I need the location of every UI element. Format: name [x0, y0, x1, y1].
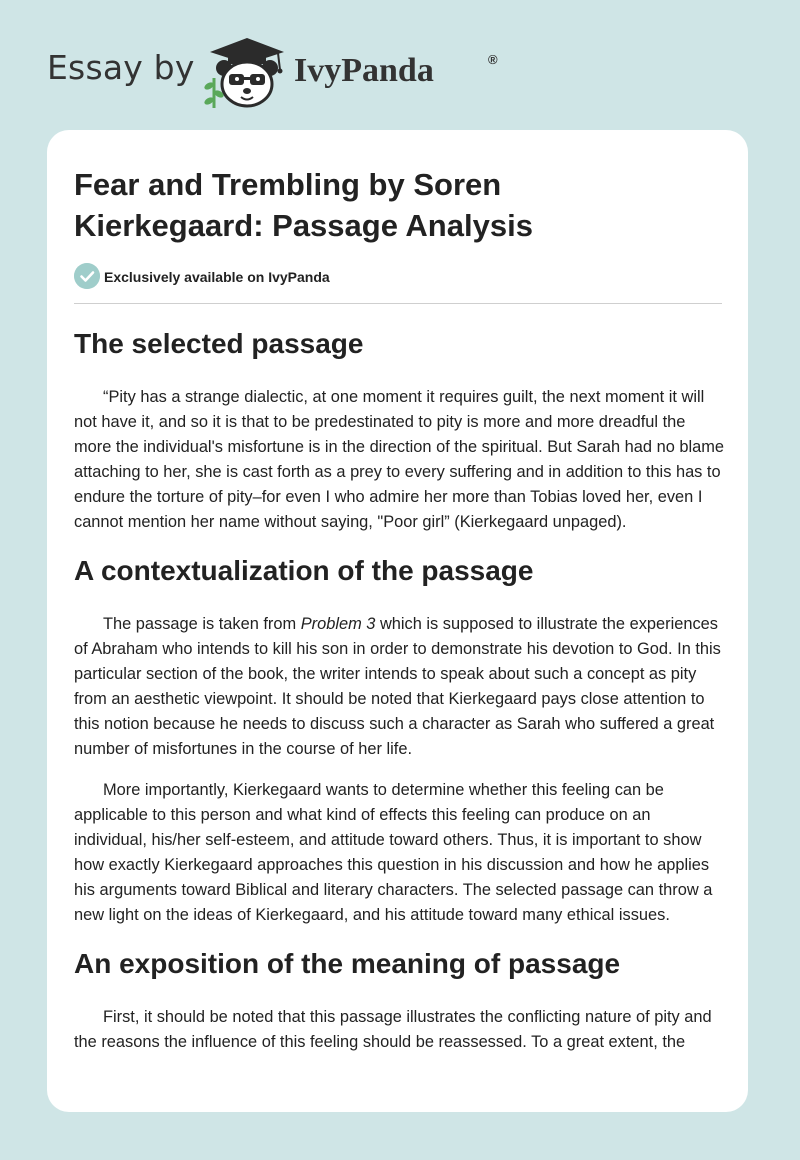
paragraph-quote: “Pity has a strange dialectic, at one moment it requires guilt, the next moment it will not have it, and so it is that to be predestinated to pity is more and more dreadful the more the individual's misfortune is in the direction of the spiritual. But Sarah had no blame attaching to her, she is cast forth as a prey to every suffering and in addition to this has to endure the torture of pity–for even I who admire her more than Tobias loved her, even I cannot mention her name without saying, "Poor girl” (Kierkegaard unpaged). [74, 388, 724, 531]
section-heading-exposition: An exposition of the meaning of passage [74, 948, 621, 979]
brand-header[interactable] [47, 30, 507, 110]
exclusive-badge [74, 263, 474, 291]
paragraph-context-1-italic: Problem 3 [300, 615, 376, 633]
registered-mark: ® [488, 52, 498, 67]
panda-logo-icon [202, 34, 292, 110]
paragraph-exposition-1: First, it should be noted that this passage illustrates the conflicting nature of pity and the reasons the influence of this feeling should be reassessed. To a great extent, the [74, 1008, 712, 1051]
article-card [47, 130, 748, 1112]
brand-prefix: Essay by [47, 48, 195, 87]
paragraph-context-1-text-b: which is supposed to illustrate the experiences of Abraham who intends to kill his son in order to demonstrate his devotion to God. In this particular section of the book, the writer intends to speak about such a concept as pity from an aesthetic viewpoint. It should be noted that Kierkegaard pays close attention to this notion because he needs to discuss such a character as Sarah who suffered a great number of misfortunes in the course of her life. [74, 615, 721, 758]
section-heading-contextualization: A contextualization of the passage [74, 555, 534, 586]
paragraph-context-1-text-a: The passage is taken from [103, 615, 301, 633]
article-title: Fear and Trembling by Soren Kierkegaard: Passage Analysis [74, 167, 533, 243]
checkmark-icon [74, 263, 100, 289]
paragraph-context-2: More importantly, Kierkegaard wants to determine whether this feeling can be applicable to this person and what kind of effects this feeling can produce on an individual, his/her self-esteem, and attitude toward others. Thus, it is important to show how exactly Kierkegaard approaches this question in his discussion and how he applies his arguments toward Biblical and literary characters. The selected passage can throw a new light on the ideas of Kierkegaard, and his attitude toward many ethical issues. [74, 781, 713, 924]
brand-name: IvyPanda [294, 52, 434, 89]
exclusive-label: Exclusively available on IvyPanda [104, 269, 330, 285]
section-heading-selected-passage: The selected passage [74, 328, 364, 359]
paragraph-context-1 [74, 612, 724, 762]
divider [74, 303, 722, 304]
